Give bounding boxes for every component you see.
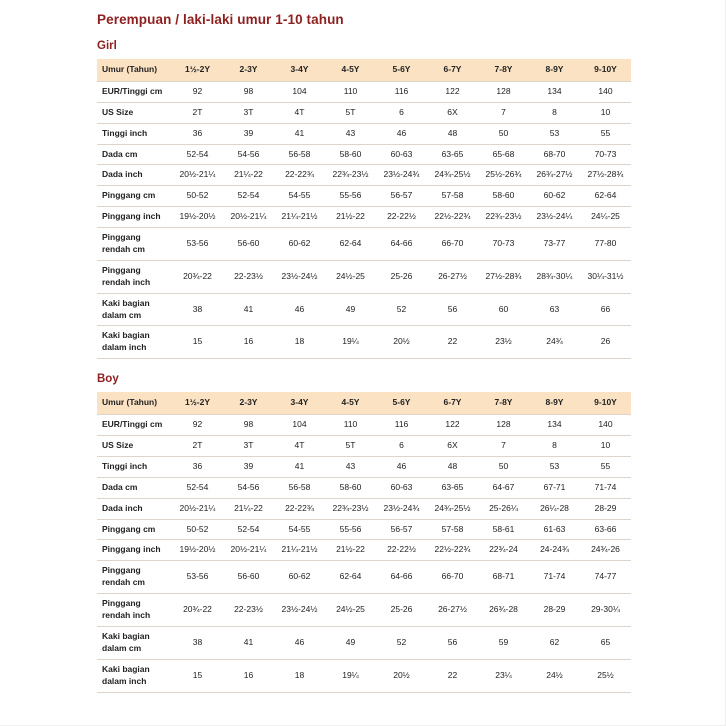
row-label: Kaki bagian dalam cm: [97, 626, 172, 659]
row-label: Pinggang cm: [97, 186, 172, 207]
size-value: 50: [478, 123, 529, 144]
table-row: [97, 456, 631, 477]
size-value: 48: [427, 456, 478, 477]
size-value: 63: [529, 293, 580, 326]
size-value: 49: [325, 293, 376, 326]
table-row: [97, 293, 631, 326]
size-value: 20½: [376, 659, 427, 692]
size-value: 59: [478, 626, 529, 659]
header-row: [97, 392, 631, 414]
size-value: 60-62: [274, 561, 325, 594]
size-value: 57-58: [427, 519, 478, 540]
column-header: 7-8Y: [478, 59, 529, 81]
size-value: 5T: [325, 102, 376, 123]
column-header: 3-4Y: [274, 392, 325, 414]
column-header: 2-3Y: [223, 59, 274, 81]
size-value: 27½-28¾: [478, 260, 529, 293]
size-value: 56-58: [274, 144, 325, 165]
size-value: 41: [274, 123, 325, 144]
column-header: 6-7Y: [427, 392, 478, 414]
size-value: 60: [478, 293, 529, 326]
size-value: 2T: [172, 102, 223, 123]
size-value: 74-77: [580, 561, 631, 594]
table-row: [97, 207, 631, 228]
size-value: 22¾-23½: [478, 207, 529, 228]
size-value: 53-56: [172, 228, 223, 261]
section-girl: [97, 40, 631, 359]
size-value: 63-66: [580, 519, 631, 540]
size-value: 64-67: [478, 477, 529, 498]
size-value: 41: [223, 293, 274, 326]
size-value: 20½-21¼: [172, 498, 223, 519]
size-value: 53-56: [172, 561, 223, 594]
size-value: 25-26¼: [478, 498, 529, 519]
size-value: 22: [427, 326, 478, 359]
size-value: 36: [172, 456, 223, 477]
table-row: [97, 561, 631, 594]
column-header: 8-9Y: [529, 59, 580, 81]
size-value: 56-57: [376, 186, 427, 207]
column-header: 1½-2Y: [172, 392, 223, 414]
size-value: 60-63: [376, 144, 427, 165]
size-value: 19½-20½: [172, 540, 223, 561]
header-label-column: Umur (Tahun): [97, 59, 172, 81]
size-value: 48: [427, 123, 478, 144]
size-table-boy: [97, 392, 631, 692]
size-value: 62-64: [580, 186, 631, 207]
size-value: 57-58: [427, 186, 478, 207]
size-value: 104: [274, 415, 325, 436]
size-value: 22-22½: [376, 207, 427, 228]
size-value: 61-63: [529, 519, 580, 540]
size-value: 68-70: [529, 144, 580, 165]
size-value: 62: [529, 626, 580, 659]
row-label: Pinggang rendah cm: [97, 228, 172, 261]
size-value: 22½-22¾: [427, 540, 478, 561]
size-value: 22: [427, 659, 478, 692]
row-label: Pinggang rendah inch: [97, 594, 172, 627]
size-value: 60-62: [274, 228, 325, 261]
row-label: Kaki bagian dalam inch: [97, 659, 172, 692]
size-value: 56-60: [223, 228, 274, 261]
table-row: [97, 260, 631, 293]
size-value: 30¼-31½: [580, 260, 631, 293]
size-value: 2T: [172, 436, 223, 457]
size-value: 20½-21¼: [223, 540, 274, 561]
size-value: 50-52: [172, 186, 223, 207]
size-value: 26-27½: [427, 594, 478, 627]
size-value: 26: [580, 326, 631, 359]
size-value: 28¾-30¼: [529, 260, 580, 293]
size-value: 25-26: [376, 594, 427, 627]
row-label: EUR/Tinggi cm: [97, 415, 172, 436]
size-value: 56: [427, 293, 478, 326]
size-value: 71-74: [580, 477, 631, 498]
size-value: 56: [427, 626, 478, 659]
table-row: [97, 540, 631, 561]
size-value: 66-70: [427, 561, 478, 594]
size-value: 49: [325, 626, 376, 659]
table-row: [97, 326, 631, 359]
size-value: 46: [376, 456, 427, 477]
size-value: 20½-21¼: [172, 165, 223, 186]
size-value: 24½-25: [325, 260, 376, 293]
size-value: 8: [529, 102, 580, 123]
size-value: 24¾: [529, 326, 580, 359]
table-row: [97, 144, 631, 165]
size-value: 19¼: [325, 659, 376, 692]
size-value: 140: [580, 415, 631, 436]
size-value: 54-55: [274, 519, 325, 540]
size-value: 71-74: [529, 561, 580, 594]
size-value: 128: [478, 415, 529, 436]
size-value: 26-27½: [427, 260, 478, 293]
table-row: [97, 626, 631, 659]
size-value: 55: [580, 123, 631, 144]
table-row: [97, 102, 631, 123]
size-value: 24¼-25: [580, 207, 631, 228]
size-value: 19¼: [325, 326, 376, 359]
size-value: 64-66: [376, 561, 427, 594]
size-value: 38: [172, 626, 223, 659]
size-value: 52: [376, 293, 427, 326]
size-value: 65: [580, 626, 631, 659]
column-header: 4-5Y: [325, 59, 376, 81]
size-value: 53: [529, 456, 580, 477]
size-value: 58-60: [478, 186, 529, 207]
table-row: [97, 415, 631, 436]
size-value: 23½: [478, 326, 529, 359]
size-value: 63-65: [427, 144, 478, 165]
size-value: 20½: [376, 326, 427, 359]
size-value: 24½: [529, 659, 580, 692]
size-value: 58-61: [478, 519, 529, 540]
table-row: [97, 123, 631, 144]
size-value: 10: [580, 102, 631, 123]
header-label-column: Umur (Tahun): [97, 392, 172, 414]
size-value: 22¾-23½: [325, 498, 376, 519]
size-value: 26¾-27½: [529, 165, 580, 186]
size-value: 26¼-28: [529, 498, 580, 519]
table-row: [97, 498, 631, 519]
column-header: 3-4Y: [274, 59, 325, 81]
size-value: 23¼: [478, 659, 529, 692]
size-value: 41: [223, 626, 274, 659]
table-row: [97, 519, 631, 540]
size-value: 22-23½: [223, 594, 274, 627]
size-tables-container: [97, 40, 631, 693]
size-value: 23½-24½: [274, 594, 325, 627]
size-value: 23½-24¼: [529, 207, 580, 228]
size-value: 128: [478, 81, 529, 102]
size-value: 52-54: [223, 186, 274, 207]
size-value: 56-58: [274, 477, 325, 498]
size-value: 25½: [580, 659, 631, 692]
size-value: 24¾-25½: [427, 165, 478, 186]
size-value: 22-22¾: [274, 165, 325, 186]
table-row: [97, 165, 631, 186]
size-value: 41: [274, 456, 325, 477]
row-label: Dada inch: [97, 165, 172, 186]
size-value: 92: [172, 81, 223, 102]
row-label: US Size: [97, 436, 172, 457]
size-value: 55-56: [325, 519, 376, 540]
size-value: 22¾-24: [478, 540, 529, 561]
row-label: Pinggang rendah cm: [97, 561, 172, 594]
size-value: 26¾-28: [478, 594, 529, 627]
size-value: 21¼-22: [223, 498, 274, 519]
size-value: 23½-24¾: [376, 165, 427, 186]
size-value: 8: [529, 436, 580, 457]
size-value: 15: [172, 659, 223, 692]
column-header: 4-5Y: [325, 392, 376, 414]
size-value: 50: [478, 456, 529, 477]
size-value: 19½-20½: [172, 207, 223, 228]
size-value: 55: [580, 456, 631, 477]
header-row: [97, 59, 631, 81]
size-value: 43: [325, 456, 376, 477]
size-value: 21½-22: [325, 540, 376, 561]
table-row: [97, 436, 631, 457]
size-value: 18: [274, 659, 325, 692]
size-value: 10: [580, 436, 631, 457]
row-label: Dada cm: [97, 144, 172, 165]
table-row: [97, 228, 631, 261]
column-header: 7-8Y: [478, 392, 529, 414]
size-value: 110: [325, 415, 376, 436]
table-row: [97, 594, 631, 627]
size-value: 6: [376, 102, 427, 123]
row-label: Pinggang rendah inch: [97, 260, 172, 293]
size-value: 68-71: [478, 561, 529, 594]
page-title: Perempuan / laki-laki umur 1-10 tahun: [97, 12, 344, 27]
size-value: 23½-24¾: [376, 498, 427, 519]
size-value: 22-22¾: [274, 498, 325, 519]
row-label: Pinggang inch: [97, 540, 172, 561]
row-label: EUR/Tinggi cm: [97, 81, 172, 102]
size-value: 67-71: [529, 477, 580, 498]
size-value: 3T: [223, 436, 274, 457]
size-value: 140: [580, 81, 631, 102]
size-value: 54-55: [274, 186, 325, 207]
size-value: 122: [427, 81, 478, 102]
size-value: 46: [376, 123, 427, 144]
size-value: 24¾-25½: [427, 498, 478, 519]
size-value: 15: [172, 326, 223, 359]
size-value: 18: [274, 326, 325, 359]
row-label: Kaki bagian dalam cm: [97, 293, 172, 326]
size-value: 21¼-22: [223, 165, 274, 186]
size-value: 38: [172, 293, 223, 326]
size-value: 134: [529, 81, 580, 102]
size-value: 60-62: [529, 186, 580, 207]
size-value: 20¾-22: [172, 594, 223, 627]
size-value: 43: [325, 123, 376, 144]
size-value: 98: [223, 415, 274, 436]
size-value: 16: [223, 326, 274, 359]
column-header: 8-9Y: [529, 392, 580, 414]
size-value: 134: [529, 415, 580, 436]
row-label: Kaki bagian dalam inch: [97, 326, 172, 359]
size-value: 5T: [325, 436, 376, 457]
size-value: 6X: [427, 102, 478, 123]
size-value: 98: [223, 81, 274, 102]
row-label: Pinggang inch: [97, 207, 172, 228]
table-row: [97, 186, 631, 207]
size-value: 22-22½: [376, 540, 427, 561]
size-value: 66: [580, 293, 631, 326]
size-value: 54-56: [223, 477, 274, 498]
size-value: 116: [376, 81, 427, 102]
size-value: 46: [274, 626, 325, 659]
size-value: 24-24¾: [529, 540, 580, 561]
size-value: 24¾-26: [580, 540, 631, 561]
size-value: 21¼-21½: [274, 540, 325, 561]
size-value: 36: [172, 123, 223, 144]
row-label: Dada inch: [97, 498, 172, 519]
size-value: 28-29: [580, 498, 631, 519]
column-header: 6-7Y: [427, 59, 478, 81]
size-value: 70-73: [478, 228, 529, 261]
size-table-girl: [97, 59, 631, 359]
size-value: 20¾-22: [172, 260, 223, 293]
table-row: [97, 81, 631, 102]
size-value: 62-64: [325, 228, 376, 261]
size-value: 7: [478, 102, 529, 123]
row-label: Tinggi inch: [97, 456, 172, 477]
section-label-boy: Boy: [97, 373, 119, 386]
row-label: Pinggang cm: [97, 519, 172, 540]
size-value: 65-68: [478, 144, 529, 165]
size-value: 23½-24½: [274, 260, 325, 293]
size-value: 46: [274, 293, 325, 326]
size-value: 50-52: [172, 519, 223, 540]
size-value: 28-29: [529, 594, 580, 627]
size-value: 52-54: [172, 477, 223, 498]
size-value: 16: [223, 659, 274, 692]
column-header: 1½-2Y: [172, 59, 223, 81]
size-value: 52-54: [223, 519, 274, 540]
size-value: 7: [478, 436, 529, 457]
size-value: 29-30¼: [580, 594, 631, 627]
column-header: 5-6Y: [376, 59, 427, 81]
table-row: [97, 477, 631, 498]
column-header: 2-3Y: [223, 392, 274, 414]
size-value: 58-60: [325, 477, 376, 498]
size-value: 92: [172, 415, 223, 436]
section-boy: [97, 373, 631, 692]
size-value: 64-66: [376, 228, 427, 261]
size-value: 60-63: [376, 477, 427, 498]
size-value: 58-60: [325, 144, 376, 165]
column-header: 9-10Y: [580, 59, 631, 81]
size-value: 70-73: [580, 144, 631, 165]
size-value: 22¾-23½: [325, 165, 376, 186]
size-value: 25-26: [376, 260, 427, 293]
size-value: 22½-22¾: [427, 207, 478, 228]
size-value: 122: [427, 415, 478, 436]
size-value: 21¼-21½: [274, 207, 325, 228]
size-value: 77-80: [580, 228, 631, 261]
row-label: Dada cm: [97, 477, 172, 498]
size-value: 3T: [223, 102, 274, 123]
size-value: 56-60: [223, 561, 274, 594]
size-value: 54-56: [223, 144, 274, 165]
size-value: 56-57: [376, 519, 427, 540]
size-value: 66-70: [427, 228, 478, 261]
size-value: 6X: [427, 436, 478, 457]
size-value: 25½-26¾: [478, 165, 529, 186]
size-value: 27½-28¾: [580, 165, 631, 186]
size-value: 110: [325, 81, 376, 102]
size-value: 55-56: [325, 186, 376, 207]
table-row: [97, 659, 631, 692]
size-value: 21½-22: [325, 207, 376, 228]
size-value: 20½-21¼: [223, 207, 274, 228]
size-value: 63-65: [427, 477, 478, 498]
size-value: 116: [376, 415, 427, 436]
size-value: 39: [223, 456, 274, 477]
size-value: 6: [376, 436, 427, 457]
row-label: Tinggi inch: [97, 123, 172, 144]
size-value: 4T: [274, 102, 325, 123]
size-value: 52-54: [172, 144, 223, 165]
column-header: 5-6Y: [376, 392, 427, 414]
size-value: 53: [529, 123, 580, 144]
row-label: US Size: [97, 102, 172, 123]
column-header: 9-10Y: [580, 392, 631, 414]
size-value: 104: [274, 81, 325, 102]
size-value: 22-23½: [223, 260, 274, 293]
size-value: 62-64: [325, 561, 376, 594]
size-value: 24½-25: [325, 594, 376, 627]
size-value: 73-77: [529, 228, 580, 261]
size-value: 52: [376, 626, 427, 659]
size-value: 39: [223, 123, 274, 144]
section-label-girl: Girl: [97, 40, 117, 52]
size-value: 4T: [274, 436, 325, 457]
